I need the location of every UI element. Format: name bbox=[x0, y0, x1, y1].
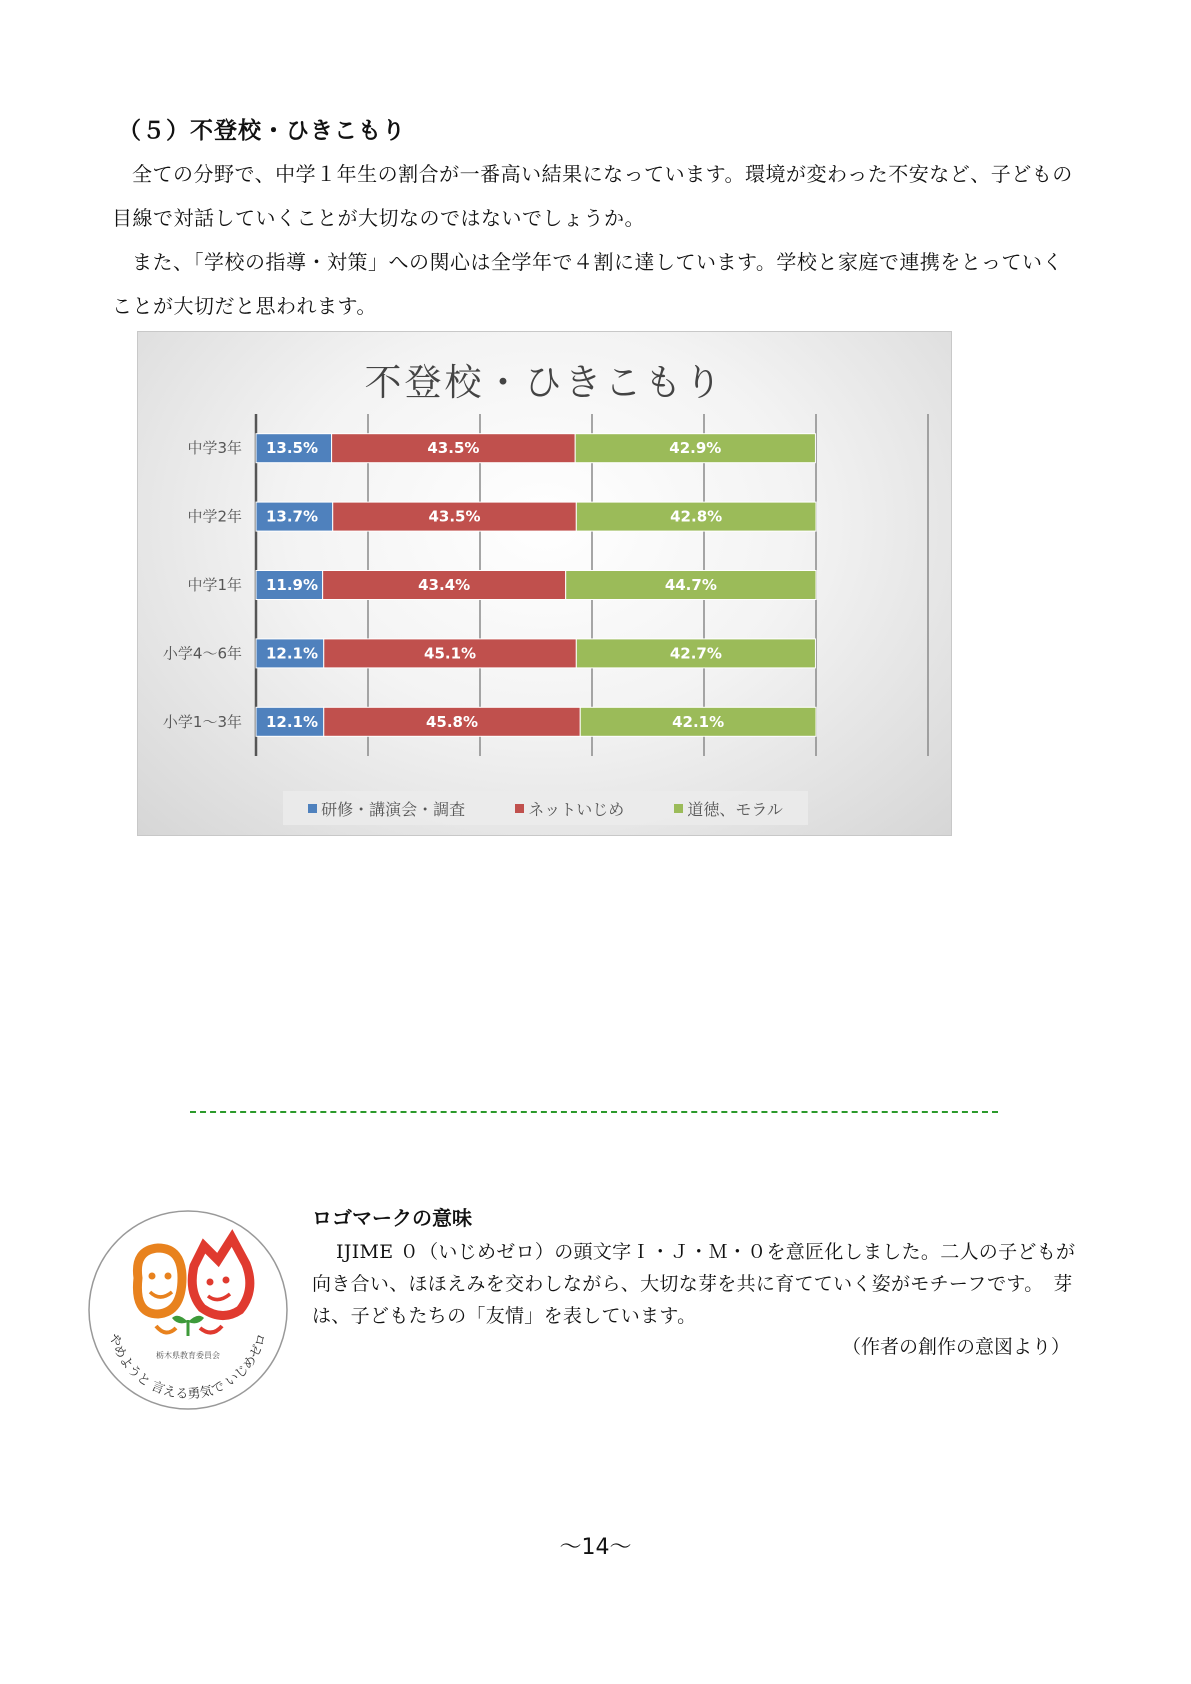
legend-entry bbox=[674, 797, 783, 820]
category-label: 小学4〜6年 bbox=[162, 644, 242, 663]
data-label: 44.7% bbox=[664, 576, 717, 594]
section-heading: （５）不登校・ひきこもり bbox=[118, 118, 406, 144]
logo-credit: （作者の創作の意図より） bbox=[841, 1336, 1070, 1358]
data-label: 12.1% bbox=[265, 644, 319, 663]
section-separator bbox=[190, 1111, 998, 1113]
logo-heading: ロゴマークの意味 bbox=[312, 1206, 472, 1230]
chart-legend bbox=[283, 791, 808, 825]
logo-description: IJIME ０（いじめゼロ）の頭文字Ｉ・Ｊ・Ｍ・０を意匠化しました。二人の子どもが向き合い、ほほえみを交わしながら、大切な芽を共に育てていく姿がモチーフです。 芽は、子どもたちの「友情」を表しています。 bbox=[312, 1241, 1076, 1327]
legend-swatch bbox=[515, 804, 524, 813]
category-label: 中学1年 bbox=[187, 576, 242, 594]
data-label: 42.7% bbox=[669, 644, 722, 663]
legend-label: ネットいじめ bbox=[528, 799, 625, 819]
logo-org-text: 栃木県教育委員会 bbox=[156, 1351, 220, 1360]
paragraph: 全ての分野で、中学１年生の割合が一番高い結果になっています。環境が変わった不安など、子どもの目線で対話していくことが大切なのではないでしょうか。 bbox=[112, 162, 1073, 230]
data-label: 12.1% bbox=[265, 712, 319, 731]
legend-label: 研修・講演会・調査 bbox=[321, 799, 466, 819]
chart-plot bbox=[138, 332, 953, 837]
data-label: 42.8% bbox=[670, 507, 723, 526]
data-label: 43.4% bbox=[418, 576, 471, 594]
category-label: 中学3年 bbox=[187, 439, 242, 458]
legend-entry bbox=[308, 797, 465, 820]
data-label: 45.8% bbox=[425, 712, 479, 731]
category-label: 中学2年 bbox=[187, 507, 242, 526]
chart bbox=[137, 331, 952, 836]
data-label: 13.5% bbox=[265, 439, 319, 458]
paragraph: また、「学校の指導・対策」への関心は全学年で４割に達しています。学校と家庭で連携をとっていくことが大切だと思われます。 bbox=[112, 250, 1063, 318]
data-label: 42.1% bbox=[672, 712, 725, 731]
data-label: 13.7% bbox=[265, 507, 319, 526]
legend-entry bbox=[515, 797, 624, 820]
legend-label: 道徳、モラル bbox=[687, 799, 783, 819]
data-label: 45.1% bbox=[424, 644, 477, 663]
ijime-zero-logo bbox=[86, 1208, 290, 1412]
data-label: 42.9% bbox=[669, 439, 722, 458]
data-label: 11.9% bbox=[265, 576, 319, 594]
data-label: 43.5% bbox=[428, 507, 481, 526]
page-number: 〜14〜 bbox=[559, 1535, 632, 1560]
legend-swatch bbox=[308, 804, 317, 813]
data-label: 43.5% bbox=[427, 439, 480, 458]
category-label: 小学1〜3年 bbox=[162, 712, 242, 731]
chart-title: 不登校・ひきこもり bbox=[364, 361, 725, 404]
logo-slogan-text: やめようと 言える勇気で いじめゼロ bbox=[105, 1331, 271, 1403]
legend-swatch bbox=[674, 804, 683, 813]
